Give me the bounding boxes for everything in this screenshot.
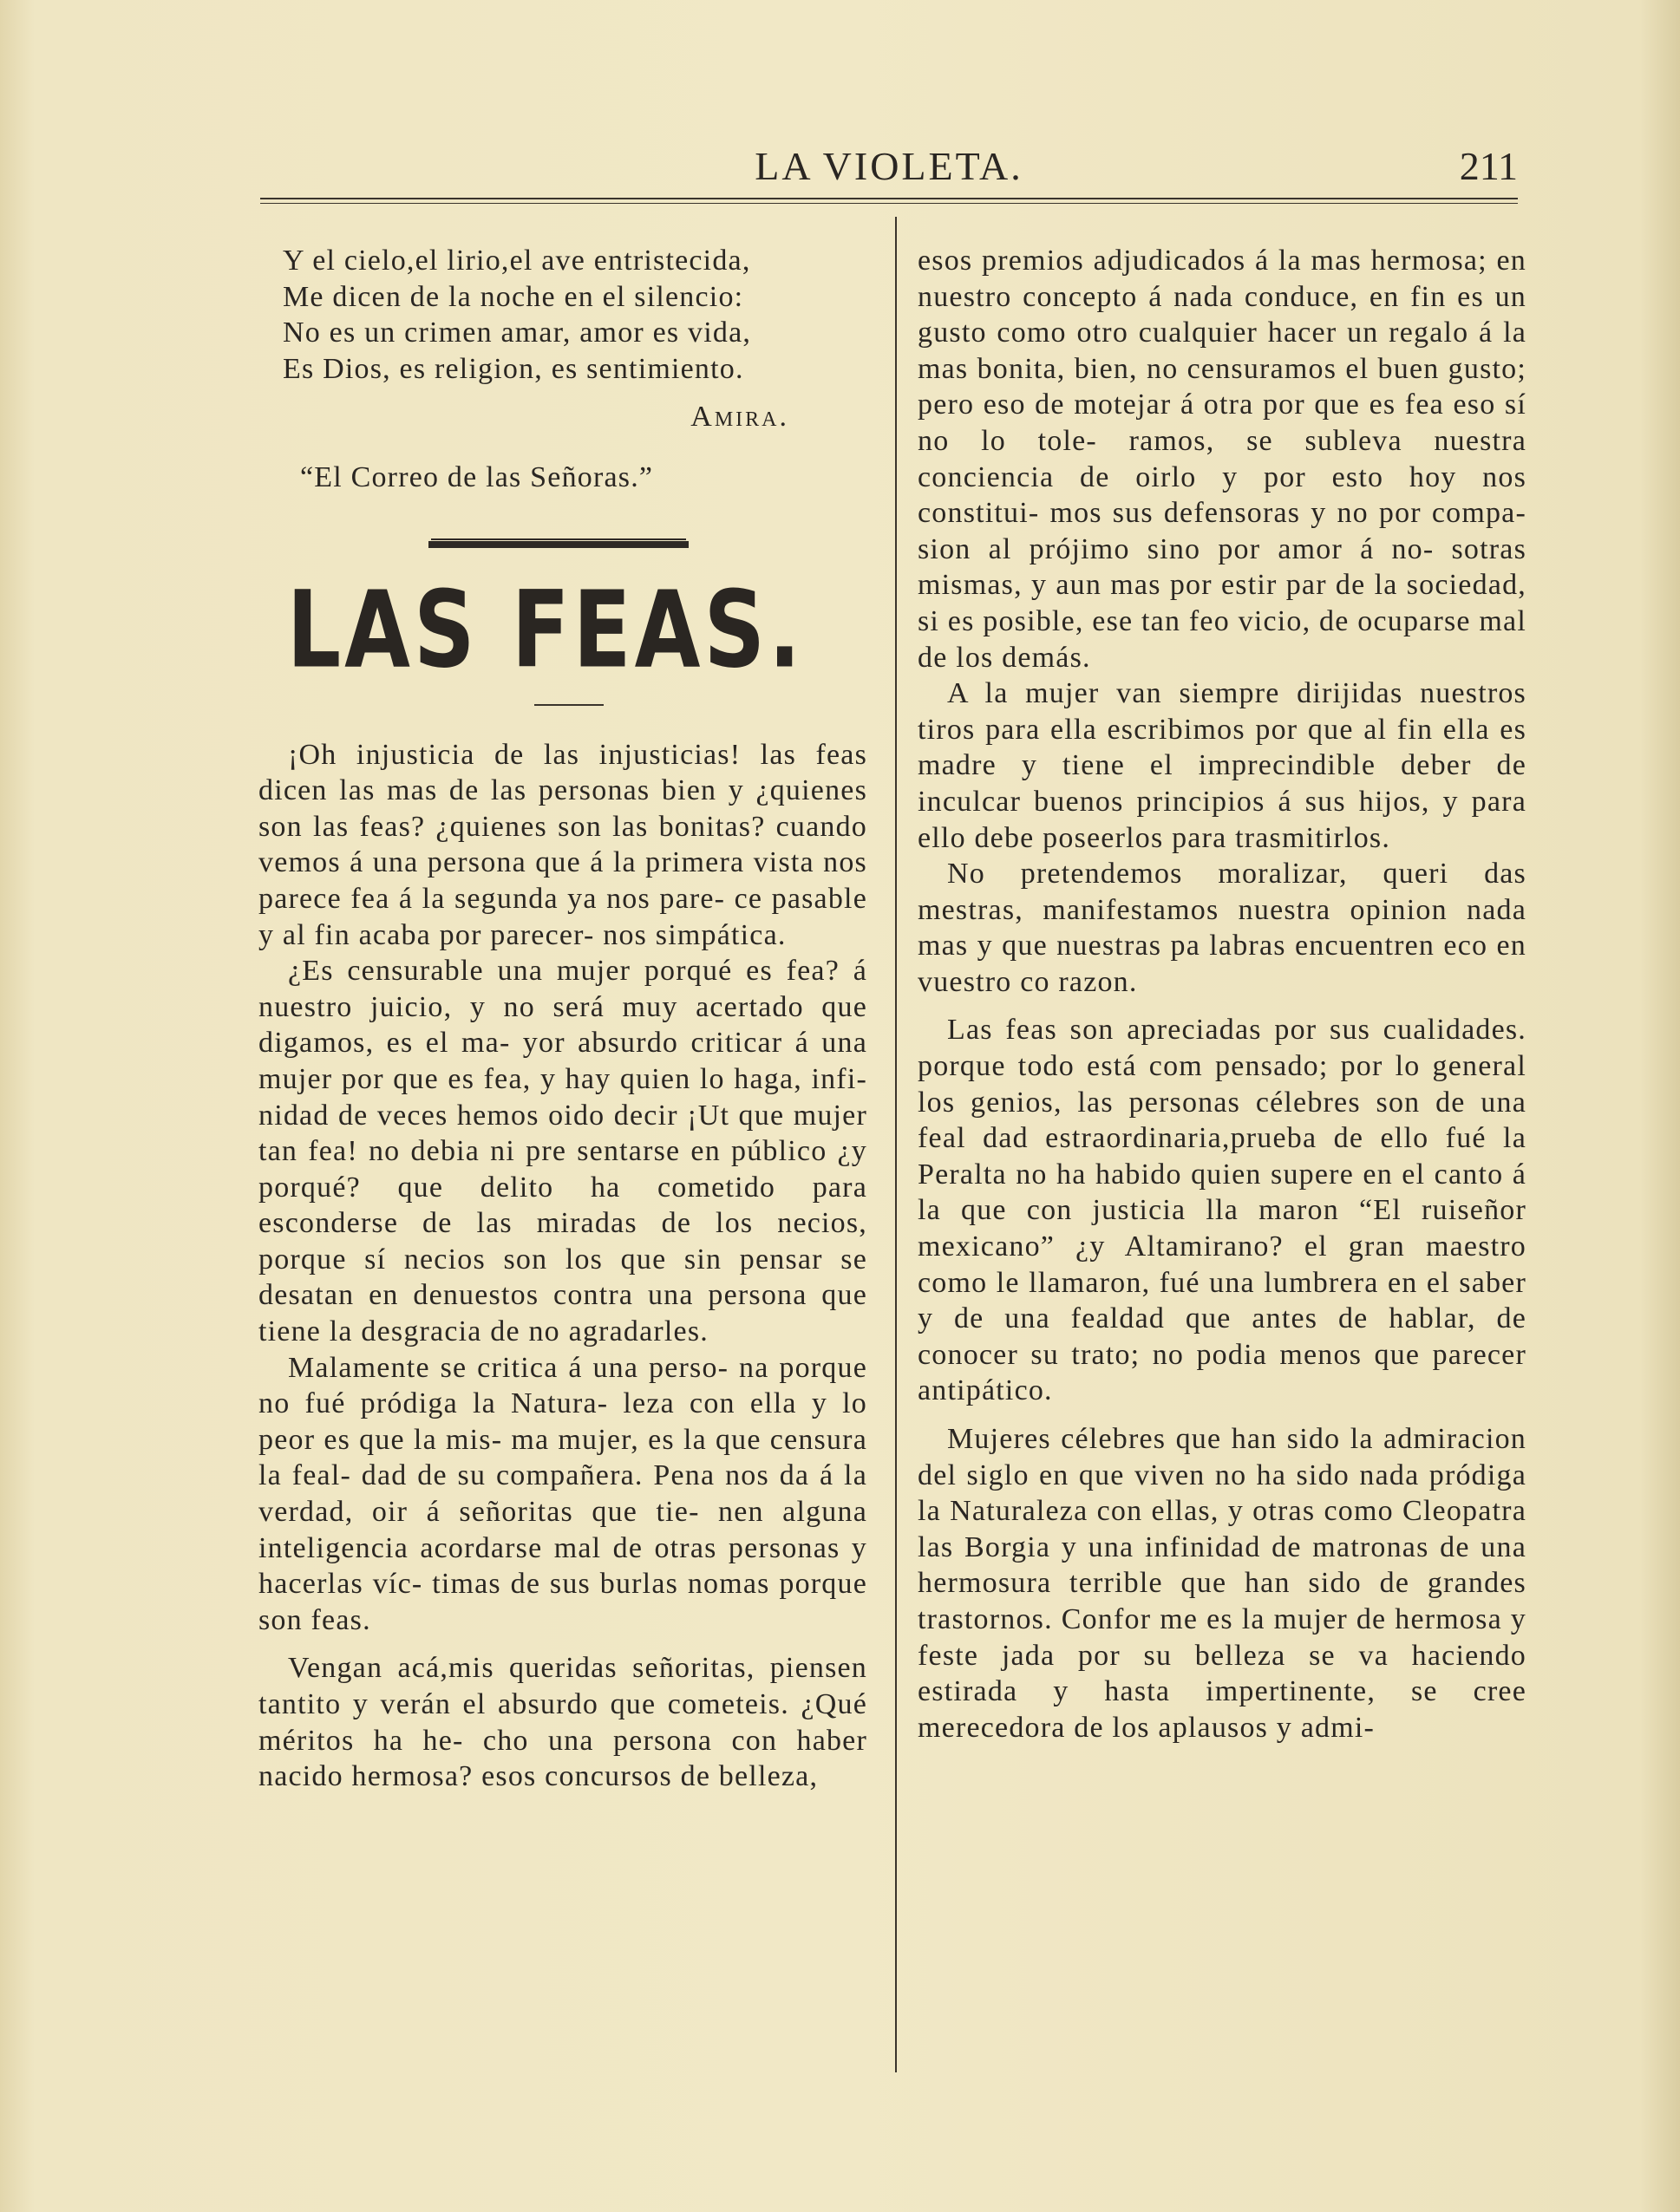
poem-line: Me dicen de la noche en el silencio: xyxy=(283,280,744,313)
poem-line: Es Dios, es religion, es sentimiento. xyxy=(283,352,744,385)
article-title: LAS FEAS. xyxy=(286,568,805,692)
paragraph: No pretendemos moralizar, queri das mestras, manifestamos nuestra opinion nada mas y que nuestras pa labras encuentren eco en vuestro co razon. xyxy=(918,858,1526,998)
paragraph: Las feas son apreciadas por sus cualidades. porque todo está com pensado; por lo general los genios, las personas célebres son de una feal dad estraordinaria,prueba de ello fué la Peralta no ha habido quien supere en el canto á la que con justicia lla maron “El ruiseñor mexicano” ¿y Altamirano? el gran maestro como le llamaron, fué una lumbrera en el saber y de una fealdad que antes de hablar, de conocer su trato; no podia menos que parecer antipático. xyxy=(918,1014,1526,1407)
running-title: LA VIOLETA. xyxy=(755,144,1023,188)
paragraph-gap xyxy=(918,1409,1526,1421)
paragraph: ¿Es censurable una mujer porqué es fea? á nuestro juicio, y no será muy acertado que digamos, es el ma- yor absurdo criticar á una mujer por que es fea, y hay quien lo haga, infi- nidad de veces hemos oido decir ¡Ut que mujer tan fea! no debia ni pre sentarse en público ¿y porqué? que delito ha cometido para esconderse de las miradas de los necios, porque sí necios son los que sin pensar se desatan en denuestos contra una persona que tiene la desgracia de no agradarles. xyxy=(258,955,867,1348)
column-divider xyxy=(895,217,897,2072)
header-rule xyxy=(260,198,1518,204)
poem-source: “El Correo de las Señoras.” xyxy=(300,460,654,493)
paragraph: Vengan acá,mis queridas señoritas, piensen tantito y verán el absurdo que cometeis. ¿Qué méritos ha he- cho una persona con haber nacido hermosa? esos concursos de belleza, xyxy=(258,1652,867,1793)
paragraph-gap xyxy=(918,1000,1526,1012)
poem-line: Y el cielo,el lirio,el ave entristecida, xyxy=(283,245,751,277)
paragraph: Malamente se critica á una perso- na porque no fué pródiga la Natura- leza con ella y lo peor es que la mis- ma mujer, es la que censura la feal- dad de su compañera. Pena nos da á la verdad, oir á señoritas que tie- nen alguna inteligencia acordarse mal de otras personas y hacerlas víc- timas de sus burlas nomas porque son feas. xyxy=(258,1351,867,1636)
poem-signature: Amira. xyxy=(690,401,789,434)
left-column xyxy=(258,243,867,1795)
paragraph: Mujeres célebres que han sido la admiracion del siglo en que viven no ha sido nada pródiga la Naturaleza con ellas, y otras como Cleopatra las Borgia y una infinidad de matronas de una hermosura terrible que han sido de grandes trastornos. Confor me es la mujer de hermosa y feste jada por su belleza se va haciendo estirada y hasta impertinente, se cree merecedora de los aplausos y admi- xyxy=(918,1423,1526,1744)
poem-line: No es un crimen amar, amor es vida, xyxy=(283,316,752,349)
paragraph: esos premios adjudicados á la mas hermosa; en nuestro concepto á nada conduce, en fin es un gusto como otro cualquier hacer un regalo á la mas bonita, bien, no censuramos el buen gusto; pero eso de motejar á otra por que es fea eso sí no lo tole- ramos, se subleva nuestra conciencia de oirlo y por esto hoy nos constitui- mos sus defensoras y no por compa- sion al prójimo sino por amor á no- sotras mismas, y aun mas por estir par de la sociedad, si es posible, ese tan feo vicio, de ocuparse mal de los demás. xyxy=(918,245,1526,674)
title-rule xyxy=(534,704,604,706)
paragraph: A la mujer van siempre dirijidas nuestros tiros para ella escribimos por que al fin ella es madre y tiene el imprecindible deber de inculcar buenos principios á sus hijos, y para ello debe poseerlos para trasmitirlos. xyxy=(918,677,1526,854)
poem xyxy=(283,243,867,387)
paragraph-gap xyxy=(258,1638,867,1650)
paragraph: ¡Oh injusticia de las injusticias! las feas dicen las mas de las personas bien y ¿quienes son las feas? ¿quienes son las bonitas? cuando vemos á una persona que á la primera vista nos parece fea á la segunda ya nos pare- ce pasable y al fin acaba por parecer- nos simpática. xyxy=(258,738,867,951)
right-column xyxy=(918,243,1526,1745)
section-rule xyxy=(428,541,689,548)
page-number: 211 xyxy=(1459,144,1518,188)
page-header xyxy=(260,143,1535,195)
